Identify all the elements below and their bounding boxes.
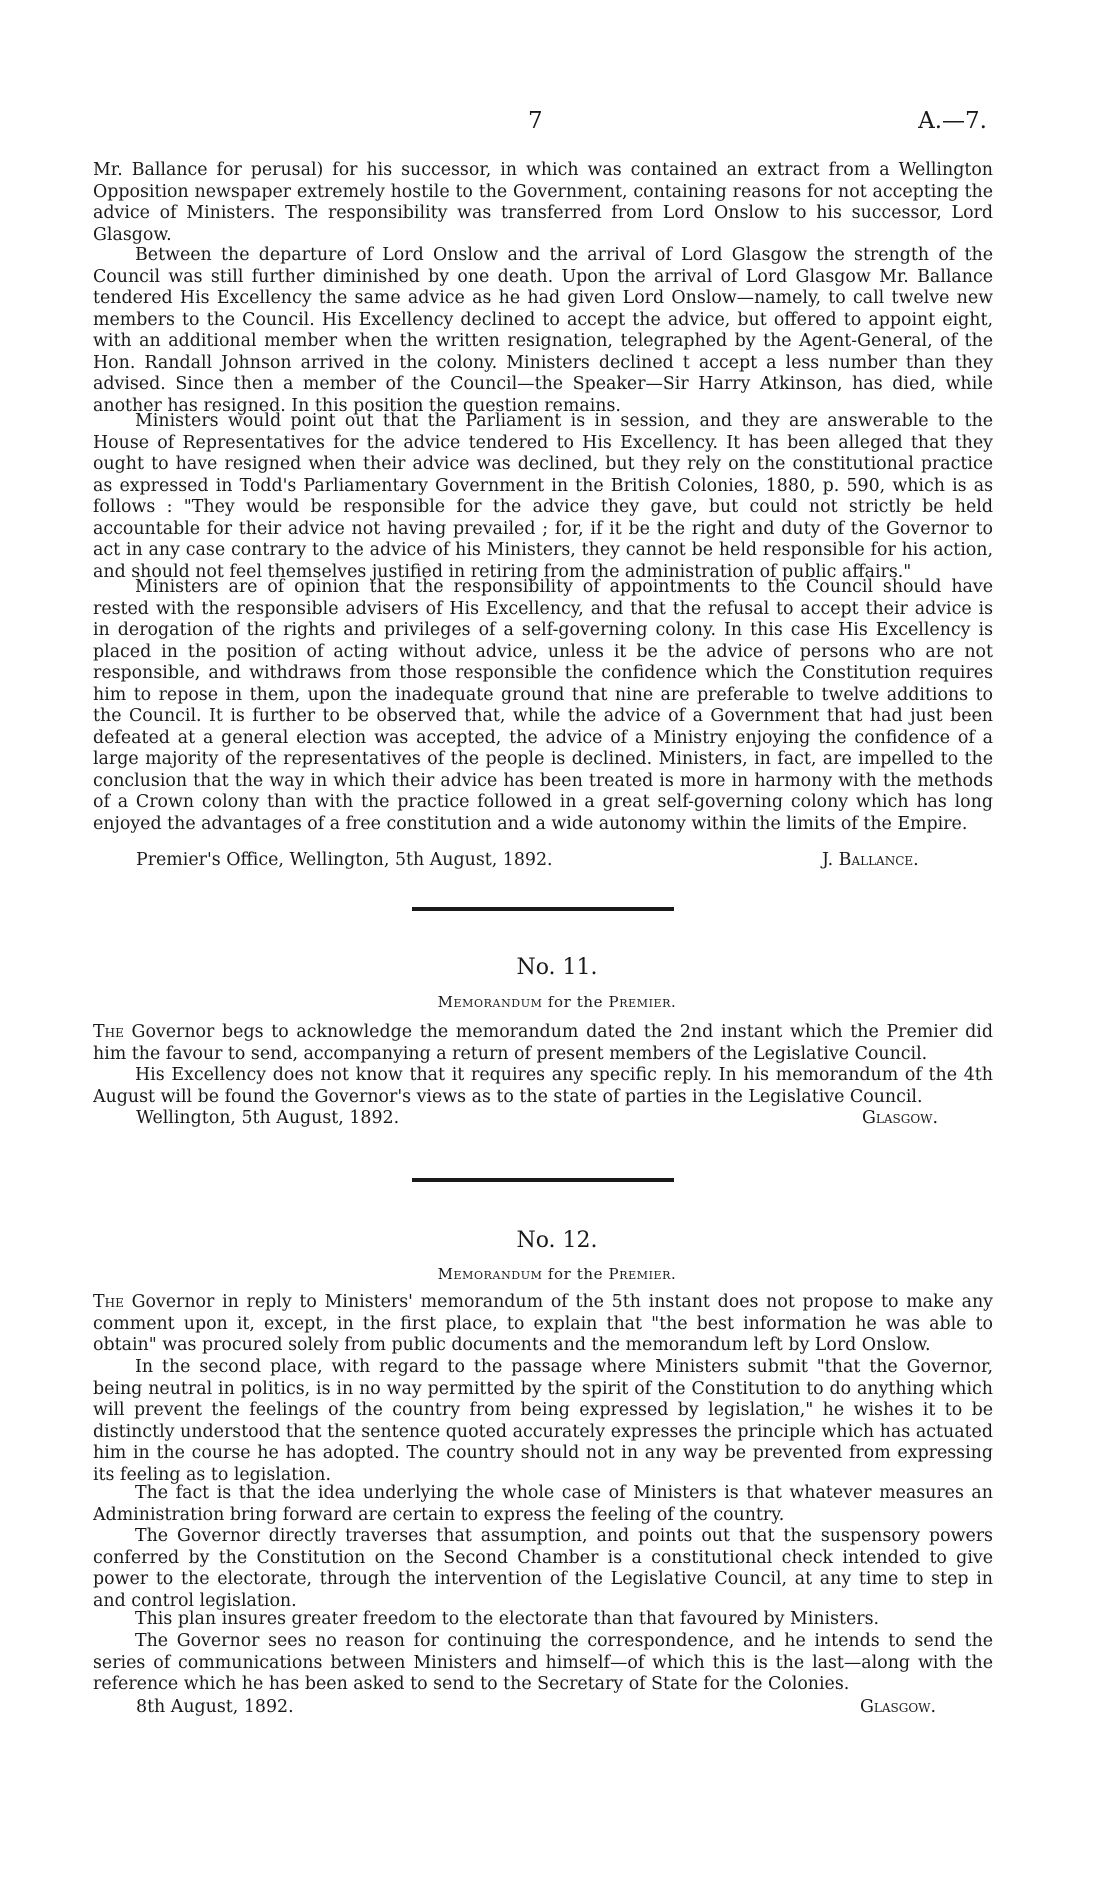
- memo-12-paragraph-2: In the second place, with regard to the passage where Ministers submit "that the Governor, being neutral in politics, is in no way permitted by the spirit of the Constitution to do anything which will prevent the feelings of the country from being expressed by legislation," he wishes it to be distinctly understood that the sentence quoted accurately expresses the principle which has actuated him in the course he has adopted. The country should not in any way be prevented from expressing its feeling as to legislation.: [93, 1357, 993, 1485]
- page-header: [0, 108, 1114, 138]
- memo-12-title: No. 12.: [516, 1228, 598, 1253]
- memo-12-paragraph-3: The fact is that the idea underlying the whole case of Ministers is that whatever measures an Administration bring forward are certain to express the feeling of the country.: [93, 1483, 993, 1525]
- memo-12-paragraph-6: The Governor sees no reason for continuing the correspondence, and he intends to send the series of communications between Ministers and himself—of which this is the last—along with the reference which he has been asked to send to the Secretary of State for the Colonies.: [93, 1631, 993, 1694]
- memo-12-subtitle-a: Memorandum: [437, 1265, 543, 1283]
- memo-12-date: 8th August, 1892.: [136, 1697, 294, 1717]
- memo-11-signature: Glasgow.: [862, 1108, 939, 1128]
- paragraph-continued-1: Mr. Ballance for perusal) for his successor, in which was contained an extract from a Wellington Opposition newspaper extremely hostile to the Government, containing reasons for not accepting the advice of Ministers. The responsibility was transferred from Lord Onslow to his successor, Lord Glasgow.: [93, 160, 993, 245]
- memo-11-title: No. 11.: [516, 955, 598, 980]
- memo-11-paragraph-2: His Excellency does not know that it requires any specific reply. In his memorandum of the 4th August will be found the Governor's views as to the state of parties in the Legislative Council.: [93, 1065, 993, 1107]
- memo-12-paragraph-5: This plan insures greater freedom to the electorate than that favoured by Ministers.: [135, 1609, 880, 1629]
- memo-11-subtitle-a: Memorandum: [437, 993, 543, 1011]
- memo-12-subtitle-c: Premier.: [608, 1265, 677, 1283]
- section-divider-2: [412, 1178, 674, 1182]
- memo-12-lead-word: The: [93, 1292, 124, 1312]
- paragraph-continued-2: Between the departure of Lord Onslow and the arrival of Lord Glasgow the strength of the Council was still further diminished by one death. Upon the arrival of Lord Glasgow Mr. Ballance tendered His Excellency the same advice as he had given Lord Onslow—namely, to call twelve new members to the Council. His Excellency declined to accept the advice, but offered to appoint eight, with an additional member when the written resignation, telegraphed by the Agent-General, of the Hon. Randall Johnson arrived in the colony. Ministers declined t accept a less number than they advised. Since then a member of the Council—the Speaker—Sir Harry Atkinson, has died, while another has resigned. In this position the question remains.: [93, 245, 993, 416]
- memo-12-subtitle: [0, 1265, 1114, 1283]
- memo-11-subtitle: [0, 993, 1114, 1011]
- memo-12-paragraph-1-text: Governor in reply to Ministers' memorandum of the 5th instant does not propose to make any comment upon it, except, in the first place, to explain that "the best information he was able to obtain" was procured solely from public documents and the memorandum left by Lord Onslow.: [93, 1292, 994, 1355]
- place-date-premier: Premier's Office, Wellington, 5th August, 1892.: [136, 850, 553, 870]
- section-divider-1: [412, 907, 674, 911]
- paragraph-continued-3: Ministers would point out that the Parliament is in session, and they are answerable to the House of Representatives for the advice tendered to His Excellency. It has been alleged that they ought to have resigned when their advice was declined, but they rely on the constitutional practice as expressed in Todd's Parliamentary Government in the British Colonies, 1880, p. 590, which is as follows : "They would be responsible for the advice they gave, but could not strictly be held accountable for their advice not having prevailed ; for, if it be the right and duty of the Governor to act in any case contrary to the advice of his Ministers, they cannot be held responsible for his action, and should not feel themselves justified in retiring from the administration of public affairs.": [93, 411, 993, 582]
- memo-12-signature: Glasgow.: [860, 1697, 937, 1717]
- memo-12-paragraph-1: [93, 1292, 993, 1357]
- document-reference: A.—7.: [918, 108, 987, 134]
- page-number: 7: [528, 108, 543, 134]
- memo-11-paragraph-1-text: Governor begs to acknowledge the memorandum dated the 2nd instant which the Premier did him the favour to send, accompanying a return of present members of the Legislative Council.: [93, 1022, 993, 1064]
- memo-12-subtitle-b: for the: [547, 1265, 604, 1283]
- memo-11-subtitle-c: Premier.: [608, 993, 677, 1011]
- paragraph-continued-4: Ministers are of opinion that the responsibility of appointments to the Council should have rested with the responsible advisers of His Excellency, and that the refusal to accept their advice is in derogation of the rights and privileges of a self-governing colony. In this case His Excellency is placed in the position of acting without advice, unless it be the advice of persons who are not responsible, and withdraws from those responsible the confidence which the Constitution requires him to repose in them, upon the inadequate ground that nine are preferable to twelve additions to the Council. It is further to be observed that, while the advice of a Government that had just been defeated at a general election was accepted, the advice of a Ministry enjoying the confidence of a large majority of the representatives of the people is declined. Ministers, in fact, are impelled to the conclusion that the way in which their advice has been treated is more in harmony with the methods of a Crown colony than with the practice followed in a great self-governing colony which has long enjoyed the advantages of a free constitution and a wide autonomy within the limits of the Empire.: [93, 577, 993, 834]
- signature-ballance: J. Ballance.: [822, 850, 919, 870]
- memo-11-paragraph-1: [93, 1022, 993, 1065]
- memo-11-place-date: Wellington, 5th August, 1892.: [136, 1108, 400, 1128]
- memo-12-paragraph-4: The Governor directly traverses that assumption, and points out that the suspensory powers conferred by the Constitution on the Second Chamber is a constitutional check intended to give power to the electorate, through the intervention of the Legislative Council, at any time to step in and control legislation.: [93, 1526, 993, 1611]
- memo-11-subtitle-b: for the: [547, 993, 604, 1011]
- memo-11-lead-word: The: [93, 1022, 124, 1042]
